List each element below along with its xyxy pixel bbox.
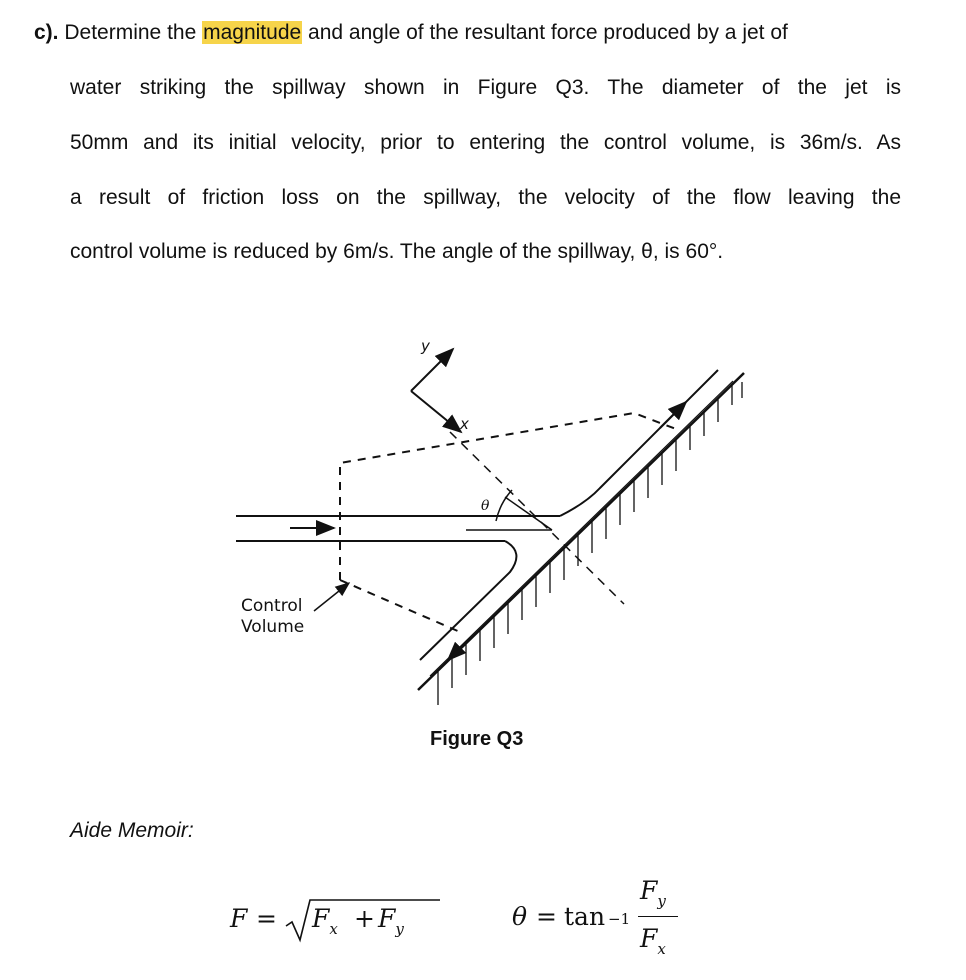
axis-x-label: x — [460, 415, 469, 433]
formula1-term1: $F_x$ — [312, 904, 338, 938]
spillway-surface-inner — [430, 381, 733, 676]
angle-theta-marker — [466, 490, 552, 530]
formula-resultant — [230, 898, 420, 948]
figure-caption: Figure Q3 — [430, 728, 524, 750]
incoming-jet — [236, 516, 560, 541]
formula2-sup: −1 — [608, 910, 631, 928]
formula2-denominator: $F_x$ — [640, 924, 666, 958]
aide-memoir-heading: Aide Memoir: — [70, 819, 194, 842]
control-volume-pointer — [314, 583, 349, 611]
question-text-before: Determine the — [64, 21, 197, 44]
fraction-bar — [638, 916, 678, 917]
question-text-after: and angle of the resultant force produced by a jet of — [308, 21, 788, 44]
formula2-func: tan — [564, 902, 606, 931]
formula1-term2: $F_y$ — [378, 904, 404, 938]
formula2-lhs: θ — [512, 902, 528, 931]
control-volume-label-line1: Control — [241, 596, 303, 616]
axis-arrows — [411, 349, 461, 432]
axis-y-label: y — [421, 337, 430, 355]
formula2-equals: = — [536, 902, 557, 931]
question-line-5: control volume is reduced by 6m/s. The angle of the spillway, θ, is 60°. — [70, 240, 724, 263]
spillway-hatching — [438, 382, 742, 705]
question-line-4: a result of friction loss on the spillway, the velocity of the flow leaving the — [70, 186, 901, 209]
formula1-equals: = — [256, 904, 277, 933]
control-volume-label-line2: Volume — [241, 617, 305, 637]
normal-dashed-line — [450, 432, 624, 604]
question-label: c). — [34, 21, 59, 44]
formula-angle — [512, 876, 702, 966]
formula1-plus: + — [354, 904, 375, 933]
formula1-lhs: F — [230, 904, 248, 933]
question-line-3: 50mm and its initial velocity, prior to entering the control volume, is 36m/s. As — [70, 131, 901, 154]
question-line-2: water striking the spillway shown in Figure Q3. The diameter of the jet is — [70, 76, 901, 99]
control-volume-boundary — [340, 413, 676, 580]
formula2-numerator: $F_y$ — [640, 876, 666, 910]
highlighted-word: magnitude — [203, 21, 302, 44]
control-volume-boundary-lower — [340, 580, 460, 632]
angle-theta-label: θ — [481, 498, 490, 514]
